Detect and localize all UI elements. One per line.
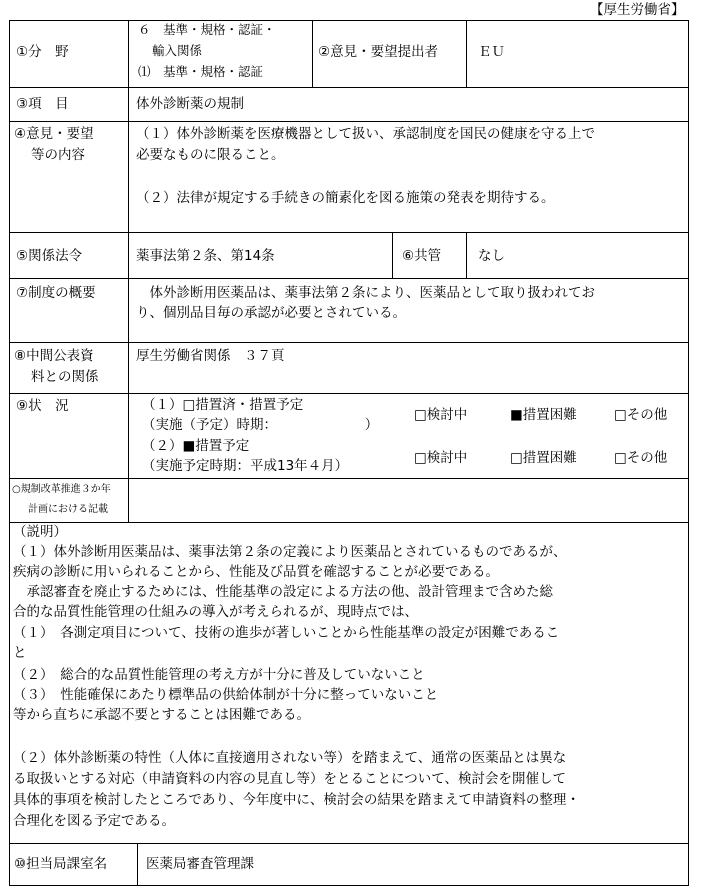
field-label: ①分 野 <box>16 44 69 60</box>
joint-value: なし <box>478 248 505 264</box>
explanation-line: る取扱いとする対応（申請資料の内容の見直し等）をとることについて、検討会を開催して <box>13 771 566 787</box>
opinion-line-3: （２）法律が規定する手続きの簡素化を図る施策の発表を期待する。 <box>136 190 555 206</box>
status-row2-check-other: □その他 <box>614 450 668 466</box>
explanation-line: （３） 性能確保にあたり標準品の供給体制が十分に整っていないこと <box>13 687 439 703</box>
interim-value: 厚生労働省関係 ３７頁 <box>136 348 285 364</box>
explanation-line: 合的な品質性能管理の仕組みの導入が考えられるが、現時点では、 <box>13 604 418 620</box>
explanation-line: （１）体外診断用医薬品は、薬事法第２条の定義により医薬品とされているものであるが、 <box>13 544 567 560</box>
field-value-line-3: ⑴ 基準・規格・認証 <box>138 64 264 79</box>
status-row2-line-2: （実施予定時期：平成13年４月） <box>142 458 349 474</box>
submitter-label: ②意見・要望提出者 <box>318 44 439 60</box>
explanation-line: （２） 総合的な品質性能管理の考え方が十分に普及していないこと <box>13 667 425 683</box>
field-value-line-1: ６ 基準・規格・認証・ <box>138 22 276 37</box>
opinion-label-line-2: 等の内容 <box>31 147 85 163</box>
explanation-line: 合理化を図る予定である。 <box>13 813 175 829</box>
ministry-label: 【厚生労働省】 <box>590 2 685 18</box>
field-value-line-2: 輸入関係 <box>152 43 203 58</box>
plan-label-line-1: ○規制改革推進３か年 <box>12 484 111 495</box>
status-row1-check-review: □検討中 <box>414 407 468 423</box>
explanation-line: 等から直ちに承認不要とすることは困難である。 <box>13 707 310 723</box>
status-row1-line-2: （実施（予定）時期： ） <box>142 417 379 433</box>
law-label: ⑤関係法令 <box>16 248 83 264</box>
status-row1-check-difficult: ■措置困難 <box>510 407 577 423</box>
explanation-line: 承認審査を廃止するためには、性能基準の設定による方法の他、設計管理まで含めた総 <box>13 584 553 600</box>
status-row2-line-1: （２）■措置予定 <box>142 438 250 454</box>
status-row2-check-difficult: □措置困難 <box>510 450 577 466</box>
opinion-line-2: 必要なものに限ること。 <box>136 147 285 163</box>
submitter-value: ＥＵ <box>478 44 505 60</box>
item-label: ③項 目 <box>16 96 69 112</box>
plan-label-line-2: 計画における記載 <box>28 504 108 515</box>
explanation-line: （１） 各測定項目について、技術の進歩が著しいことから性能基準の設定が困難であるこ <box>13 625 560 641</box>
opinion-label-line-1: ④意見・要望 <box>14 126 94 142</box>
interim-label-line-2: 料との関係 <box>31 369 99 385</box>
item-value: 体外診断薬の規制 <box>136 96 244 112</box>
status-row1-line-1: （１）□措置済・措置予定 <box>142 397 304 413</box>
system-label: ⑦制度の概要 <box>16 285 96 301</box>
status-row2-check-review: □検討中 <box>414 450 468 466</box>
system-line-1: 体外診断用医薬品は、薬事法第２条により、医薬品として取り扱われてお <box>136 285 595 301</box>
system-line-2: り、個別品目毎の承認が必要とされている。 <box>136 305 406 321</box>
explanation-line: と <box>13 645 27 661</box>
explanation-line: 疾病の診断に用いられることから、性能及び品質を確認することが必要である。 <box>13 564 499 580</box>
interim-label-line-1: ⑧中間公表資 <box>14 348 94 364</box>
joint-label: ⑥共管 <box>402 248 442 264</box>
office-value: 医薬局審査管理課 <box>146 856 254 872</box>
office-label: ⑩担当局課室名 <box>14 856 108 872</box>
status-label: ⑨状 況 <box>16 398 69 414</box>
explanation-line: （説明） <box>13 524 67 540</box>
opinion-line-1: （１）体外診断薬を医療機器として扱い、承認制度を国民の健康を守る上で <box>136 126 595 142</box>
status-row1-check-other: □その他 <box>614 407 668 423</box>
law-value: 薬事法第２条、第14条 <box>136 248 275 264</box>
explanation-line: （２）体外診断薬の特性（人体に直接適用されない等）を踏まえて、通常の医薬品とは異な <box>13 750 567 766</box>
explanation-line: 具体的事項を検討したところであり、今年度中に、検討会の結果を踏まえて申請資料の整理・ <box>13 792 580 808</box>
